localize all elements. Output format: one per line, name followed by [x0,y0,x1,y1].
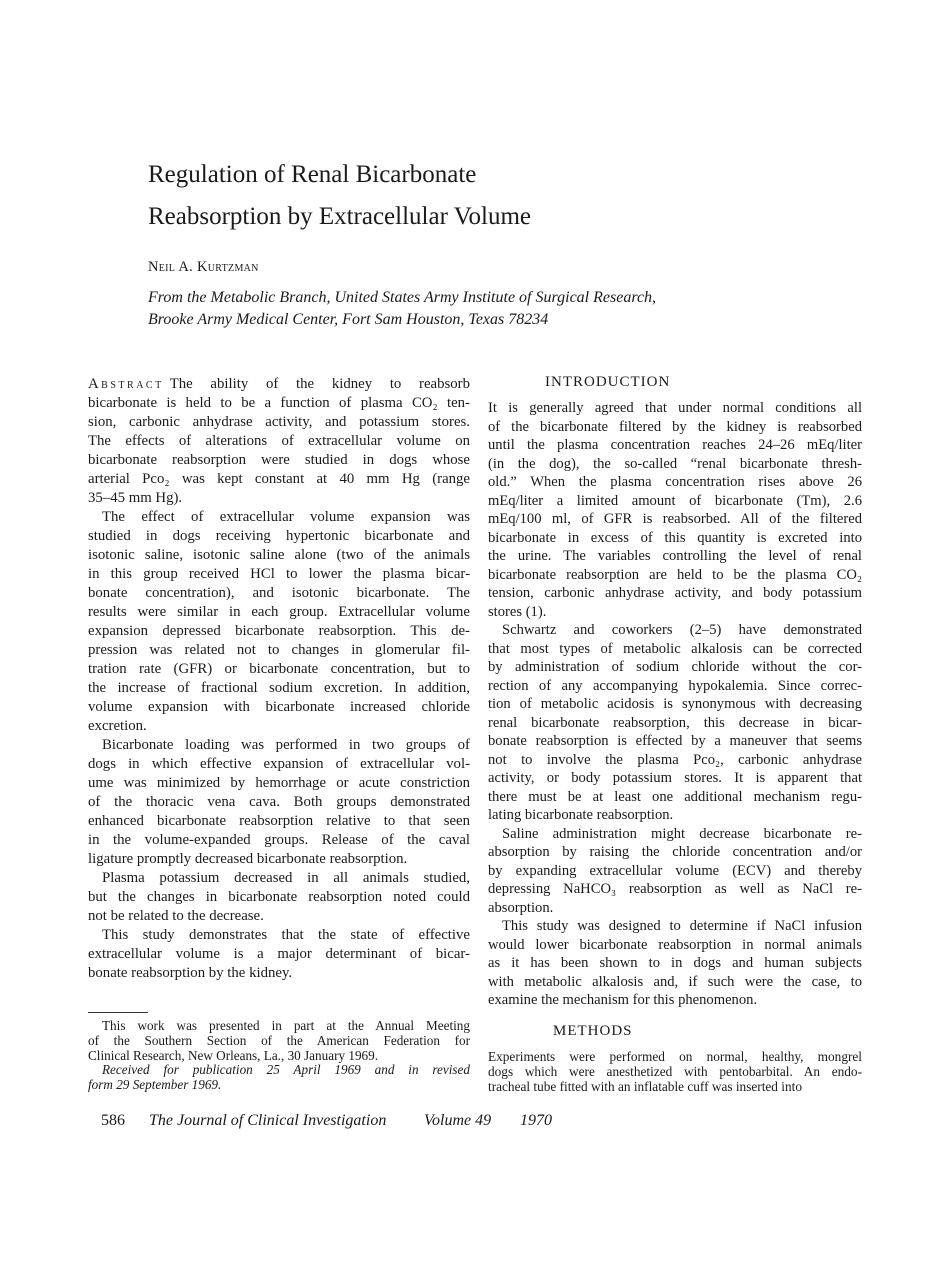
text-line: bicarbonate reabsorption are held to be the plasma CO₂ [488,566,862,583]
text-line: the increase of fractional sodium excretion. In addition, [88,680,470,696]
text-line: studied in dogs receiving hypertonic bicarbonate and [88,528,470,544]
text-line: until the plasma concentration reaches 24–26 mEq/liter [488,437,862,453]
text-line: isotonic saline, isotonic saline alone (two of the animals [88,547,470,563]
methods-text [488,1049,862,1094]
paragraph [88,736,470,869]
paragraph [488,917,862,1010]
title-line-1: Regulation of Renal Bicarbonate [148,161,477,188]
text-line: This study demonstrates that the state of effective [102,927,470,943]
text-line: ligature promptly decreased bicarbonate reabsorption. [88,851,408,867]
footnote-divider [88,1012,148,1013]
text-line: pression was related not to changes in glomerular fil- [88,642,470,658]
text-line: sion, carbonic anhydrase activity, and potassium stores. [88,414,470,430]
text-line: The effect of extracellular volume expansion was [102,509,470,525]
text-line: of the bicarbonate filtered by the kidney is reabsorbed [488,418,862,435]
text-line: Plasma potassium decreased in all animals studied, [102,870,470,886]
text-line: of the thoracic vena cava. Both groups demonstrated [88,794,470,810]
journal-name: The Journal of Clinical Investigation [149,1112,387,1129]
text-line: bonate reabsorption by the kidney. [88,965,293,981]
text-line: Schwartz and coworkers (2–5) have demonstrated [502,622,862,638]
page-number: 586 [101,1112,125,1129]
text-line: there must be at least one additional mechanism regu- [488,788,862,805]
text-line: form 29 September 1969. [88,1077,222,1093]
text-line: 35–45 mm Hg). [88,490,183,506]
text-line: volume expansion with bicarbonate increased chloride [88,699,470,715]
text-line: It is generally agreed that under normal conditions all [488,400,862,416]
paragraph [88,869,470,926]
paragraph [88,1019,470,1063]
text-line: excretion. [88,718,147,734]
text-line: activity, or body potassium stores. It is apparent that [488,770,862,786]
text-line: expansion depressed bicarbonate reabsorption. This de- [88,623,470,639]
affiliation-line-1: From the Metabolic Branch, United States Army Institute of Surgical Research, [148,289,657,306]
journal-volume: Volume 49 [424,1112,492,1129]
text-line: in this group received HCl to lower the plasma bicar- [88,566,470,582]
affiliation-line-2: Brooke Army Medical Center, Fort Sam Houston, Texas 78234 [148,311,549,328]
paragraph [488,825,862,918]
text-line: results were similar in each group. Extracellular volume [88,604,470,620]
paragraph [488,1049,862,1094]
title-line-2: Reabsorption by Extracellular Volume [148,203,532,230]
text-line: This work was presented in part at the Annual Meeting [102,1018,470,1033]
text-line: Saline administration might decrease bicarbonate re- [502,825,862,842]
paragraph [88,375,470,508]
text-line: tracheal tube fitted with an inflatable cuff was inserted into [488,1079,802,1094]
text-line: bicarbonate reabsorption were studied in dogs whose [88,452,470,468]
text-line: old.” When the plasma concentration rises above 26 [488,474,862,490]
paragraph [88,926,470,983]
journal-year: 1970 [520,1112,552,1129]
text-line: by administration of sodium chloride without the cor- [488,659,862,675]
text-line: This study was designed to determine if NaCl infusion [502,918,862,934]
text-line: bicarbonate in excess of this quantity is excreted into [488,529,862,546]
text-line: mEq/liter a limited amount of bicarbonate (Tm), 2.6 [488,492,862,509]
text-line: of the Southern Section of the American Federation for [88,1032,470,1048]
text-line: Received for publication 25 April 1969 and in revised [102,1062,470,1078]
text-line: would lower bicarbonate reabsorption in normal animals [488,936,862,953]
paragraph [88,508,470,736]
footnote [88,1019,470,1093]
text-line-content: The ability of the kidney to reabsorb [169,376,470,392]
text-line: by expanding extracellular volume (ECV) and thereby [488,862,862,879]
text-line: rection of any accompanying hypokalemia. Since correc- [488,677,862,694]
text-line: The effects of alterations of extracellular volume on [88,433,470,449]
text-line: the urine. The variables controlling the level of renal [488,548,862,564]
text-line: Bicarbonate loading was performed in two groups of [102,737,470,753]
text-line: Experiments were performed on normal, healthy, mongrel [488,1049,862,1064]
text-line: with metabolic alkalosis and, if such were the case, to [488,973,862,990]
text-line: absorption by raising the chloride concentration and/or [488,844,862,860]
methods-heading: METHODS [553,1023,633,1039]
text-line: bicarbonate is held to be a function of plasma CO₂ ten- [88,395,470,411]
text-line: examine the mechanism for this phenomenon. [488,992,758,1008]
text-line: as it has been shown to in dogs and human subjects [488,955,862,971]
text-line: lating bicarbonate reabsorption. [488,807,674,823]
paragraph [488,399,862,621]
text-line: depressing NaHCO₃ reabsorption as well as NaCl re- [488,881,862,897]
abstract-label: Abstract [88,376,164,392]
text-line: enhanced bicarbonate reabsorption relative to that seen [88,813,470,829]
author-name: Neil A. Kurtzman [148,259,259,275]
text-line: that most types of metabolic alkalosis can be corrected [488,640,862,657]
text-line: mEq/100 ml, of GFR is reabsorbed. All of the filtered [488,511,862,527]
text-line: renal bicarbonate reabsorption, this decrease in bicar- [488,714,862,731]
text-line: extracellular volume is a major determinant of bicar- [88,946,470,962]
text-line: not be related to the decrease. [88,908,264,924]
text-line: but the changes in bicarbonate reabsorption noted could [88,889,470,905]
paragraph [488,621,862,825]
text-line: tension, carbonic anhydrase activity, and body potassium [488,585,862,601]
text-line: arterial Pco₂ was kept constant at 40 mm Hg (range [88,471,470,487]
text-line [88,375,470,394]
text-line: tion of metabolic acidosis is synonymous with decreasing [488,696,862,712]
text-line: tration rate (GFR) or bicarbonate concentration, but to [88,661,470,677]
text-line: dogs which were anesthetized with pentobarbital. An endo- [488,1064,862,1079]
text-line: absorption. [488,899,554,916]
affiliation [148,287,656,331]
introduction-heading: INTRODUCTION [545,374,671,390]
text-line: bonate concentration), and isotonic bicarbonate. The [88,585,470,601]
text-line: (in the dog), the so-called “renal bicarbonate thresh- [488,455,862,472]
text-line: dogs in which effective expansion of extracellular vol- [88,756,470,772]
text-line: ume was minimized by hemorrhage or acute constriction [88,775,470,791]
paragraph [88,1063,470,1093]
text-line: Clinical Research, New Orleans, La., 30 January 1969. [88,1047,379,1063]
text-line: stores (1). [488,603,547,620]
introduction-column [488,399,862,1010]
text-line: not to involve the plasma Pco₂, carbonic anhydrase [488,751,862,768]
text-line: in the volume-expanded groups. Release of the caval [88,832,470,848]
text-line: bonate reabsorption is effected by a maneuver that seems [488,733,862,749]
abstract-column [88,375,470,983]
